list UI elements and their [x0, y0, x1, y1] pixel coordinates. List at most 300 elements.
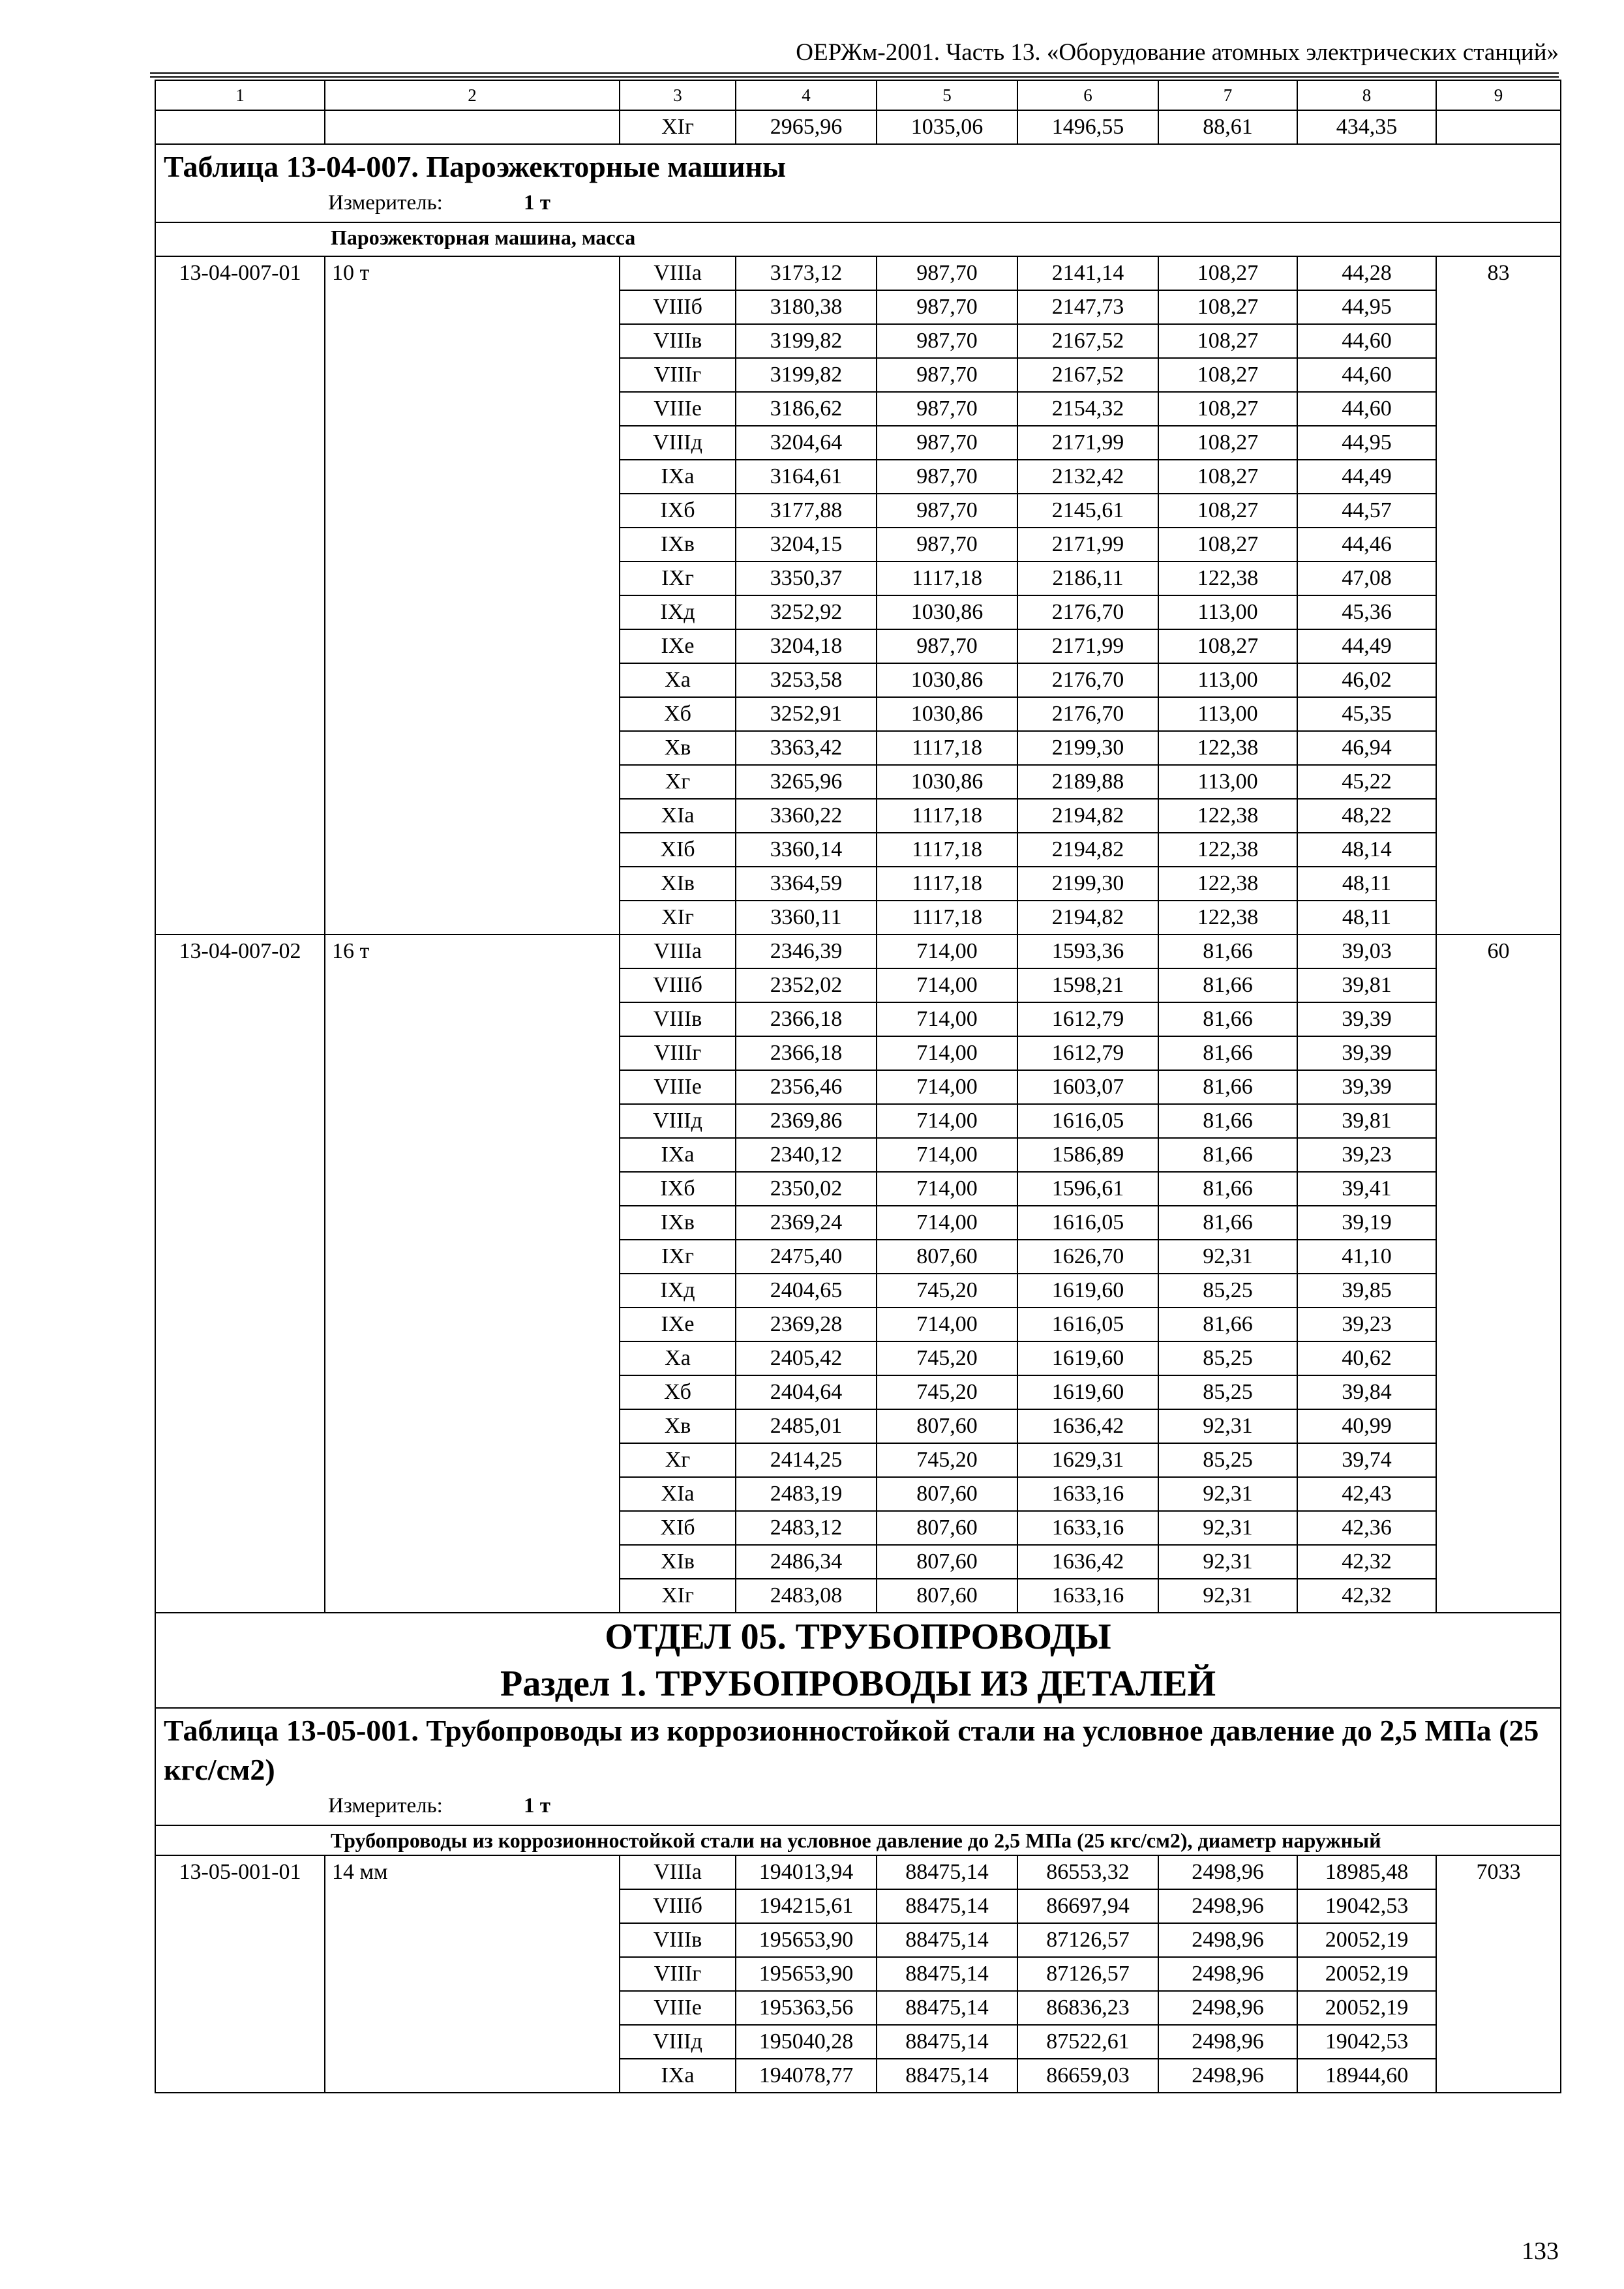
value-cell: 1496,55: [1017, 110, 1158, 144]
value-cell: 81,66: [1158, 1036, 1297, 1070]
value-cell: 2498,96: [1158, 1957, 1297, 1991]
value-cell: 108,27: [1158, 494, 1297, 528]
value-cell: 122,38: [1158, 901, 1297, 935]
value-cell: 2369,28: [736, 1308, 877, 1341]
value-cell: 92,31: [1158, 1409, 1297, 1443]
column-number: 6: [1017, 80, 1158, 110]
zone-cell: VIIIд: [620, 1104, 736, 1138]
zone-cell: IXг: [620, 561, 736, 595]
value-cell: 3199,82: [736, 324, 877, 358]
value-cell: 3199,82: [736, 358, 877, 392]
value-cell: 88475,14: [877, 2059, 1017, 2093]
value-cell: 86836,23: [1017, 1991, 1158, 2025]
value-cell: 86659,03: [1017, 2059, 1158, 2093]
value-cell: 122,38: [1158, 799, 1297, 833]
table-05-001-group-row: [155, 1825, 1561, 1855]
rates-table-body: [155, 80, 1561, 2093]
zone-cell: Xб: [620, 697, 736, 731]
value-cell: 195363,56: [736, 1991, 877, 2025]
empty-cell: [325, 110, 620, 144]
value-cell: 714,00: [877, 1172, 1017, 1206]
value-cell: 44,28: [1297, 256, 1436, 290]
value-cell: 2171,99: [1017, 426, 1158, 460]
value-cell: 88,61: [1158, 110, 1297, 144]
value-cell: 20052,19: [1297, 1957, 1436, 1991]
value-cell: 2171,99: [1017, 629, 1158, 663]
value-cell: 42,32: [1297, 1545, 1436, 1579]
value-cell: 45,36: [1297, 595, 1436, 629]
value-cell: 85,25: [1158, 1341, 1297, 1375]
value-cell: 44,95: [1297, 290, 1436, 324]
value-cell: 88475,14: [877, 1991, 1017, 2025]
header-rule: [150, 72, 1559, 78]
value-cell: 3164,61: [736, 460, 877, 494]
value-cell: 2485,01: [736, 1409, 877, 1443]
zone-cell: Xв: [620, 1409, 736, 1443]
table-05-001-title: Таблица 13-05-001. Трубопроводы из коррозионностойкой стали на условное давление до 2,5 МПа (25 кгс/см2): [164, 1714, 1539, 1786]
value-cell: 714,00: [877, 935, 1017, 968]
value-cell: 194078,77: [736, 2059, 877, 2093]
value-cell: 2483,08: [736, 1579, 877, 1613]
table-05-001-meter: [164, 1789, 1552, 1825]
value-cell: 2171,99: [1017, 528, 1158, 561]
column-number: 5: [877, 80, 1017, 110]
value-cell: 3350,37: [736, 561, 877, 595]
value-cell: 1586,89: [1017, 1138, 1158, 1172]
zone-cell: VIIIа: [620, 935, 736, 968]
value-cell: 88475,14: [877, 1923, 1017, 1957]
value-cell: 122,38: [1158, 561, 1297, 595]
value-cell: 1030,86: [877, 595, 1017, 629]
zone-cell: IXа: [620, 1138, 736, 1172]
value-cell: 2147,73: [1017, 290, 1158, 324]
value-cell: 2346,39: [736, 935, 877, 968]
value-cell: 807,60: [877, 1477, 1017, 1511]
value-cell: 714,00: [877, 1138, 1017, 1172]
value-cell: 39,23: [1297, 1138, 1436, 1172]
value-cell: 20052,19: [1297, 1991, 1436, 2025]
value-cell: 19042,53: [1297, 2025, 1436, 2059]
value-cell: 108,27: [1158, 290, 1297, 324]
value-cell: 714,00: [877, 1036, 1017, 1070]
value-cell: 3360,11: [736, 901, 877, 935]
value-cell: 2352,02: [736, 968, 877, 1002]
value-cell: 81,66: [1158, 1206, 1297, 1240]
value-cell: 434,35: [1297, 110, 1436, 144]
meter-value: 1 т: [524, 1794, 550, 1818]
value-cell: 2176,70: [1017, 595, 1158, 629]
value-cell: 85,25: [1158, 1375, 1297, 1409]
zone-cell: VIIIг: [620, 1036, 736, 1070]
value-cell: 194013,94: [736, 1855, 877, 1889]
value-cell: 108,27: [1158, 528, 1297, 561]
column-number: 3: [620, 80, 736, 110]
value-cell: 1030,86: [877, 697, 1017, 731]
value-cell: 39,81: [1297, 968, 1436, 1002]
value-cell: 2414,25: [736, 1443, 877, 1477]
value-cell: 2194,82: [1017, 901, 1158, 935]
value-cell: 1636,42: [1017, 1409, 1158, 1443]
zone-cell: XIб: [620, 833, 736, 867]
table-007-header-row: [155, 144, 1561, 222]
value-cell: 987,70: [877, 290, 1017, 324]
value-cell: 3252,92: [736, 595, 877, 629]
value-cell: 122,38: [1158, 833, 1297, 867]
value-cell: 1619,60: [1017, 1274, 1158, 1308]
value-cell: 2366,18: [736, 1002, 877, 1036]
value-cell: 48,14: [1297, 833, 1436, 867]
value-cell: 48,11: [1297, 901, 1436, 935]
value-cell: 2167,52: [1017, 358, 1158, 392]
zone-cell: VIIIв: [620, 1923, 736, 1957]
table-05-001-group: Трубопроводы из коррозионностойкой стали на условное давление до 2,5 МПа (25 кгс/см2), диаметр наружный: [155, 1825, 1561, 1855]
value-cell: 1117,18: [877, 561, 1017, 595]
value-cell: 3265,96: [736, 765, 877, 799]
value-cell: 1117,18: [877, 731, 1017, 765]
zone-cell: IXе: [620, 629, 736, 663]
value-cell: 108,27: [1158, 392, 1297, 426]
value-cell: 39,74: [1297, 1443, 1436, 1477]
value-cell: 2132,42: [1017, 460, 1158, 494]
value-cell: 81,66: [1158, 1308, 1297, 1341]
value-cell: 113,00: [1158, 595, 1297, 629]
table-007-header: [155, 144, 1561, 222]
zone-cell: VIIIе: [620, 392, 736, 426]
value-cell: 18985,48: [1297, 1855, 1436, 1889]
value-cell: 3186,62: [736, 392, 877, 426]
value-cell: 2176,70: [1017, 697, 1158, 731]
value-cell: 3363,42: [736, 731, 877, 765]
table-05-001-header: [155, 1708, 1561, 1825]
meter-label: Измеритель:: [328, 1794, 443, 1818]
value-cell: 2483,19: [736, 1477, 877, 1511]
value-cell: 807,60: [877, 1579, 1017, 1613]
value-cell: 92,31: [1158, 1511, 1297, 1545]
rate-ref: 83: [1436, 256, 1561, 935]
department-heading: [155, 1613, 1561, 1708]
value-cell: 1117,18: [877, 901, 1017, 935]
value-cell: 987,70: [877, 256, 1017, 290]
value-cell: 92,31: [1158, 1545, 1297, 1579]
zone-cell: IXб: [620, 1172, 736, 1206]
value-cell: 2965,96: [736, 110, 877, 144]
rate-ref: 60: [1436, 935, 1561, 1613]
zone-cell: XIг: [620, 901, 736, 935]
column-number: 9: [1436, 80, 1561, 110]
column-number: 8: [1297, 80, 1436, 110]
zone-cell: XIа: [620, 1477, 736, 1511]
value-cell: 39,23: [1297, 1308, 1436, 1341]
value-cell: 714,00: [877, 1002, 1017, 1036]
value-cell: 3204,18: [736, 629, 877, 663]
column-number: 4: [736, 80, 877, 110]
value-cell: 3360,14: [736, 833, 877, 867]
value-cell: 1612,79: [1017, 1036, 1158, 1070]
zone-cell: IXв: [620, 528, 736, 561]
value-cell: 44,60: [1297, 392, 1436, 426]
zone-cell: VIIIа: [620, 1855, 736, 1889]
value-cell: 3252,91: [736, 697, 877, 731]
value-cell: 3204,15: [736, 528, 877, 561]
zone-cell: VIIIб: [620, 1889, 736, 1923]
value-cell: 3253,58: [736, 663, 877, 697]
value-cell: 39,03: [1297, 935, 1436, 968]
zone-cell: VIIIв: [620, 324, 736, 358]
table-007-meter: [164, 187, 1552, 222]
value-cell: 18944,60: [1297, 2059, 1436, 2093]
value-cell: 46,94: [1297, 731, 1436, 765]
zone-cell: Xа: [620, 663, 736, 697]
value-cell: 81,66: [1158, 968, 1297, 1002]
value-cell: 3360,22: [736, 799, 877, 833]
value-cell: 987,70: [877, 426, 1017, 460]
value-cell: 44,60: [1297, 358, 1436, 392]
zone-cell: VIIIа: [620, 256, 736, 290]
column-number: 7: [1158, 80, 1297, 110]
rate-row: [155, 1855, 1561, 1889]
value-cell: 714,00: [877, 1308, 1017, 1341]
table-007-group: Пароэжекторная машина, масса: [155, 222, 1561, 256]
value-cell: 1030,86: [877, 663, 1017, 697]
value-cell: 2369,86: [736, 1104, 877, 1138]
value-cell: 1596,61: [1017, 1172, 1158, 1206]
value-cell: 1619,60: [1017, 1341, 1158, 1375]
value-cell: 195653,90: [736, 1923, 877, 1957]
value-cell: 2498,96: [1158, 1889, 1297, 1923]
zone-cell: IXд: [620, 595, 736, 629]
zone-cell: IXе: [620, 1308, 736, 1341]
value-cell: 44,95: [1297, 426, 1436, 460]
value-cell: 1117,18: [877, 799, 1017, 833]
rate-name: 14 мм: [325, 1855, 620, 2093]
value-cell: 194215,61: [736, 1889, 877, 1923]
value-cell: 87126,57: [1017, 1923, 1158, 1957]
value-cell: 2498,96: [1158, 1991, 1297, 2025]
value-cell: 2483,12: [736, 1511, 877, 1545]
value-cell: 40,62: [1297, 1341, 1436, 1375]
value-cell: 39,85: [1297, 1274, 1436, 1308]
rates-table: [155, 80, 1561, 2093]
value-cell: 745,20: [877, 1274, 1017, 1308]
value-cell: 2176,70: [1017, 663, 1158, 697]
value-cell: 44,49: [1297, 460, 1436, 494]
value-cell: 2199,30: [1017, 731, 1158, 765]
zone-cell: IXг: [620, 1240, 736, 1274]
value-cell: 2186,11: [1017, 561, 1158, 595]
value-cell: 88475,14: [877, 1889, 1017, 1923]
value-cell: 3204,64: [736, 426, 877, 460]
zone-cell: IXа: [620, 460, 736, 494]
value-cell: 714,00: [877, 1070, 1017, 1104]
value-cell: 45,35: [1297, 697, 1436, 731]
value-cell: 81,66: [1158, 935, 1297, 968]
rate-row: [155, 935, 1561, 968]
value-cell: 108,27: [1158, 426, 1297, 460]
value-cell: 2475,40: [736, 1240, 877, 1274]
value-cell: 2145,61: [1017, 494, 1158, 528]
value-cell: 2194,82: [1017, 833, 1158, 867]
value-cell: 2167,52: [1017, 324, 1158, 358]
value-cell: 1616,05: [1017, 1206, 1158, 1240]
department-title: ОТДЕЛ 05. ТРУБОПРОВОДЫ: [605, 1617, 1111, 1657]
table-007-group-row: [155, 222, 1561, 256]
value-cell: 1633,16: [1017, 1477, 1158, 1511]
zone-cell: VIIIе: [620, 1070, 736, 1104]
value-cell: 1598,21: [1017, 968, 1158, 1002]
value-cell: 2498,96: [1158, 2059, 1297, 2093]
value-cell: 113,00: [1158, 697, 1297, 731]
value-cell: 987,70: [877, 494, 1017, 528]
value-cell: 44,60: [1297, 324, 1436, 358]
value-cell: 987,70: [877, 358, 1017, 392]
value-cell: 39,19: [1297, 1206, 1436, 1240]
zone-cell: VIIIв: [620, 1002, 736, 1036]
zone-cell: XIв: [620, 867, 736, 901]
value-cell: 39,41: [1297, 1172, 1436, 1206]
value-cell: 41,10: [1297, 1240, 1436, 1274]
value-cell: 807,60: [877, 1240, 1017, 1274]
rate-code: 13-05-001-01: [155, 1855, 325, 2093]
zone-cell: XIа: [620, 799, 736, 833]
value-cell: 714,00: [877, 1104, 1017, 1138]
value-cell: 2199,30: [1017, 867, 1158, 901]
zone-cell: VIIIг: [620, 1957, 736, 1991]
value-cell: 2498,96: [1158, 1923, 1297, 1957]
zone-cell: IXа: [620, 2059, 736, 2093]
value-cell: 42,32: [1297, 1579, 1436, 1613]
value-cell: 807,60: [877, 1511, 1017, 1545]
value-cell: 92,31: [1158, 1240, 1297, 1274]
carry-over-row: [155, 110, 1561, 144]
value-cell: 1117,18: [877, 833, 1017, 867]
zone-cell: VIIIд: [620, 2025, 736, 2059]
value-cell: 81,66: [1158, 1104, 1297, 1138]
value-cell: 108,27: [1158, 460, 1297, 494]
value-cell: 39,81: [1297, 1104, 1436, 1138]
value-cell: 44,49: [1297, 629, 1436, 663]
meter-label: Измеритель:: [328, 191, 443, 215]
rate-name: 10 т: [325, 256, 620, 935]
value-cell: 2405,42: [736, 1341, 877, 1375]
value-cell: 39,39: [1297, 1036, 1436, 1070]
page-number: 133: [1522, 2237, 1559, 2265]
value-cell: 195040,28: [736, 2025, 877, 2059]
value-cell: 987,70: [877, 629, 1017, 663]
value-cell: 39,84: [1297, 1375, 1436, 1409]
value-cell: 122,38: [1158, 867, 1297, 901]
value-cell: 81,66: [1158, 1070, 1297, 1104]
value-cell: 92,31: [1158, 1477, 1297, 1511]
zone-cell: IXв: [620, 1206, 736, 1240]
zone-cell: XIб: [620, 1511, 736, 1545]
meter-value: 1 т: [524, 191, 550, 215]
value-cell: 48,22: [1297, 799, 1436, 833]
value-cell: 2369,24: [736, 1206, 877, 1240]
value-cell: 2340,12: [736, 1138, 877, 1172]
zone-cell: Xг: [620, 1443, 736, 1477]
value-cell: 2404,65: [736, 1274, 877, 1308]
value-cell: 88475,14: [877, 2025, 1017, 2059]
zone-cell: VIIIе: [620, 1991, 736, 2025]
value-cell: 1030,86: [877, 765, 1017, 799]
value-cell: 3180,38: [736, 290, 877, 324]
value-cell: 42,36: [1297, 1511, 1436, 1545]
value-cell: 987,70: [877, 528, 1017, 561]
running-header: ОЕРЖм-2001. Часть 13. «Оборудование атомных электрических станций»: [796, 39, 1559, 66]
value-cell: 3177,88: [736, 494, 877, 528]
value-cell: 46,02: [1297, 663, 1436, 697]
zone-cell: VIIIб: [620, 968, 736, 1002]
value-cell: 87522,61: [1017, 2025, 1158, 2059]
value-cell: 44,46: [1297, 528, 1436, 561]
value-cell: 1117,18: [877, 867, 1017, 901]
value-cell: 44,57: [1297, 494, 1436, 528]
value-cell: 88475,14: [877, 1957, 1017, 1991]
value-cell: 1626,70: [1017, 1240, 1158, 1274]
rate-code: 13-04-007-02: [155, 935, 325, 1613]
value-cell: 2356,46: [736, 1070, 877, 1104]
zone-cell: Xв: [620, 731, 736, 765]
value-cell: 987,70: [877, 392, 1017, 426]
column-number: 1: [155, 80, 325, 110]
rate-code: 13-04-007-01: [155, 256, 325, 935]
value-cell: 45,22: [1297, 765, 1436, 799]
value-cell: 195653,90: [736, 1957, 877, 1991]
value-cell: 86697,94: [1017, 1889, 1158, 1923]
zone-cell: VIIIб: [620, 290, 736, 324]
value-cell: 19042,53: [1297, 1889, 1436, 1923]
table-007-title: Таблица 13-04-007. Пароэжекторные машины: [164, 150, 786, 183]
zone-cell: VIIIг: [620, 358, 736, 392]
value-cell: 714,00: [877, 968, 1017, 1002]
zone-cell: VIIIд: [620, 426, 736, 460]
value-cell: 987,70: [877, 324, 1017, 358]
empty-cell: [1436, 110, 1561, 144]
value-cell: 745,20: [877, 1443, 1017, 1477]
value-cell: 39,39: [1297, 1070, 1436, 1104]
value-cell: 807,60: [877, 1409, 1017, 1443]
value-cell: 2366,18: [736, 1036, 877, 1070]
department-row: [155, 1613, 1561, 1708]
value-cell: 2141,14: [1017, 256, 1158, 290]
value-cell: 48,11: [1297, 867, 1436, 901]
value-cell: 86553,32: [1017, 1855, 1158, 1889]
zone-cell: Xб: [620, 1375, 736, 1409]
value-cell: 714,00: [877, 1206, 1017, 1240]
rate-ref: 7033: [1436, 1855, 1561, 2093]
value-cell: 745,20: [877, 1375, 1017, 1409]
rate-row: [155, 256, 1561, 290]
value-cell: 1593,36: [1017, 935, 1158, 968]
value-cell: 81,66: [1158, 1138, 1297, 1172]
value-cell: 3173,12: [736, 256, 877, 290]
rate-name: 16 т: [325, 935, 620, 1613]
value-cell: 1612,79: [1017, 1002, 1158, 1036]
value-cell: 1616,05: [1017, 1104, 1158, 1138]
zone-cell: XIг: [620, 1579, 736, 1613]
value-cell: 113,00: [1158, 765, 1297, 799]
value-cell: 745,20: [877, 1341, 1017, 1375]
zone-cell: IXб: [620, 494, 736, 528]
value-cell: 39,39: [1297, 1002, 1436, 1036]
zone-cell: XIг: [620, 110, 736, 144]
section-title: Раздел 1. ТРУБОПРОВОДЫ ИЗ ДЕТАЛЕЙ: [500, 1664, 1216, 1704]
value-cell: 47,08: [1297, 561, 1436, 595]
value-cell: 2486,34: [736, 1545, 877, 1579]
value-cell: 108,27: [1158, 256, 1297, 290]
column-number: 2: [325, 80, 620, 110]
value-cell: 88475,14: [877, 1855, 1017, 1889]
